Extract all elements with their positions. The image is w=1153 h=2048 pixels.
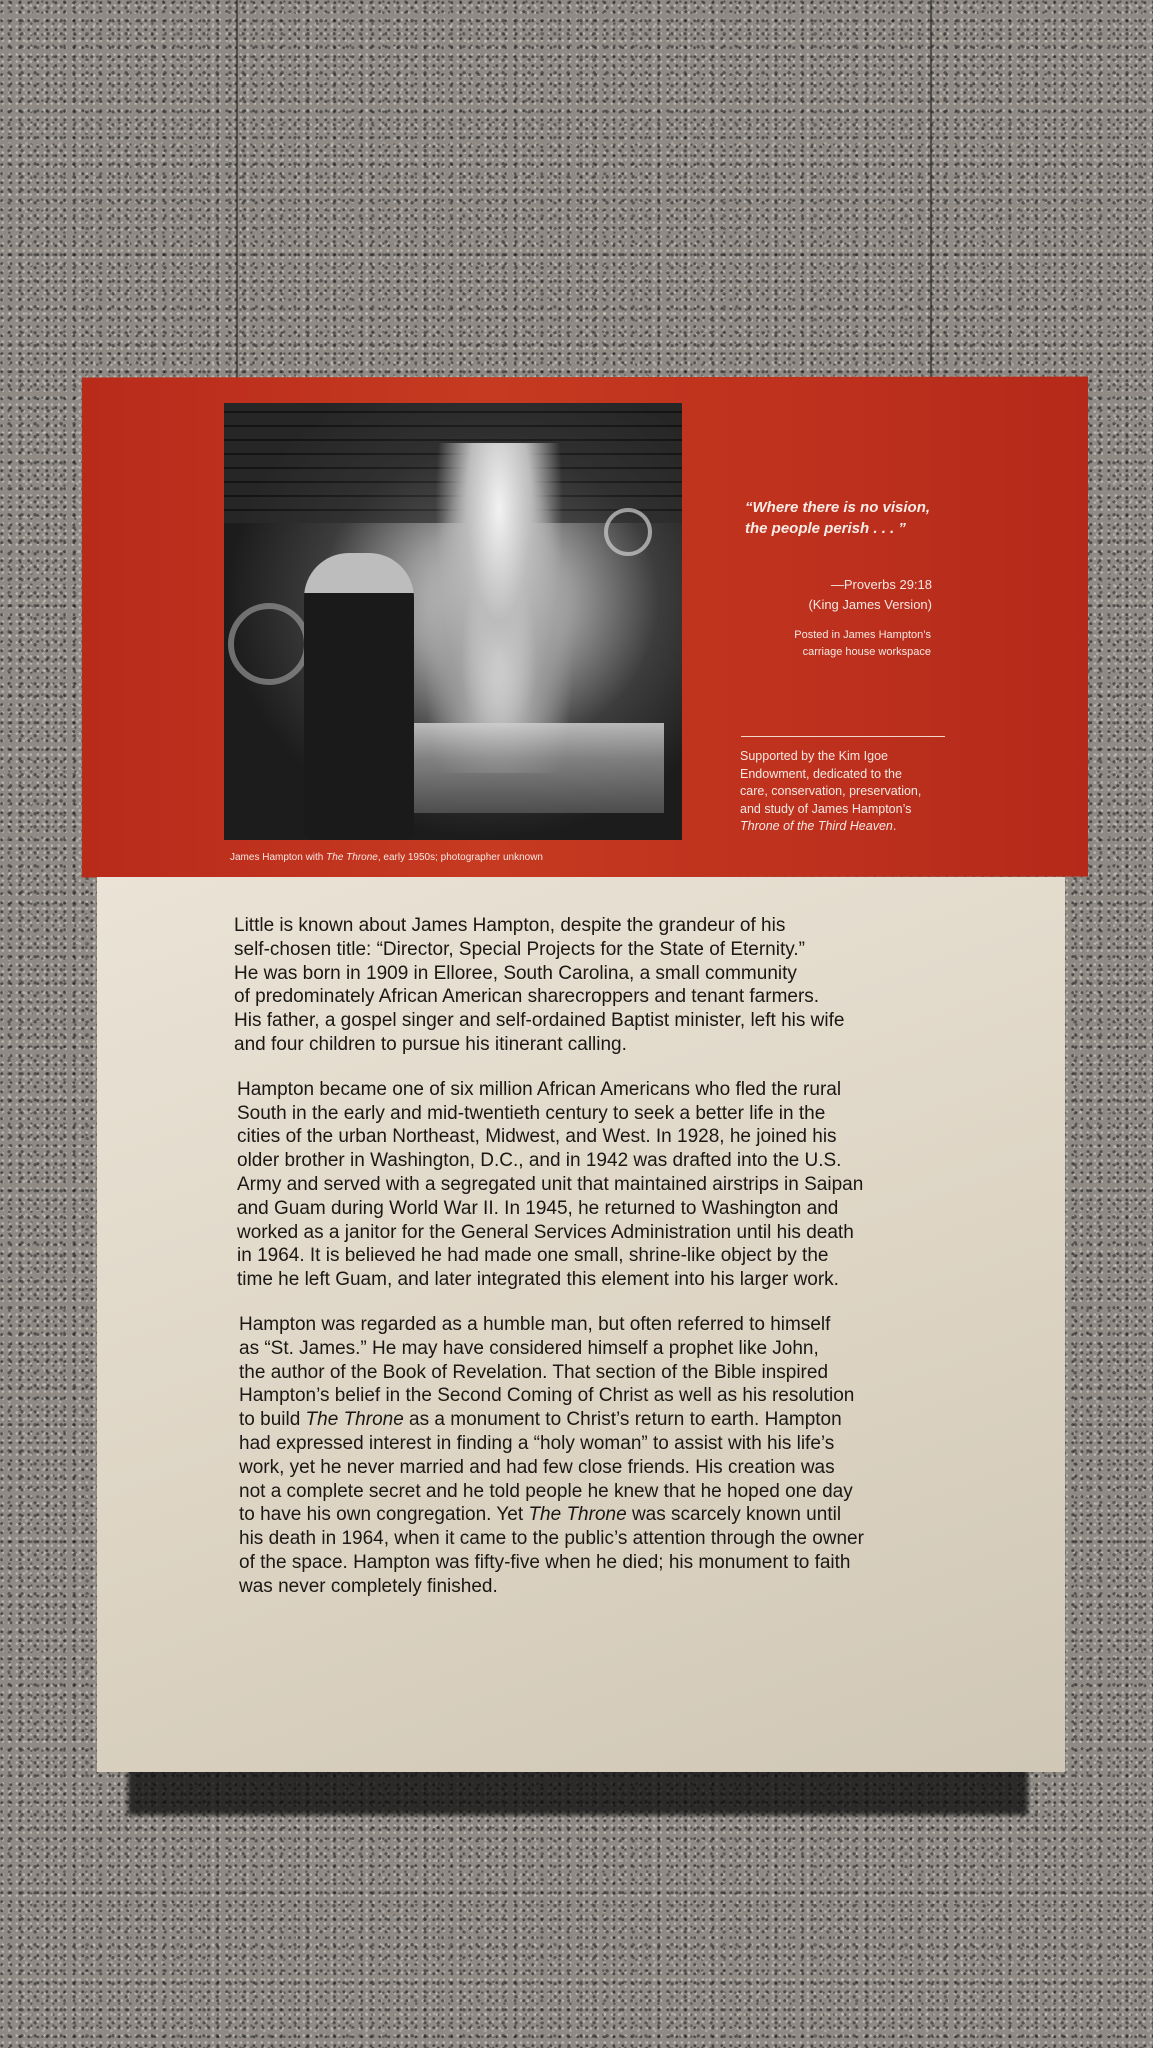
attribution-line: (King James Version) — [808, 596, 932, 612]
caption-text: James Hampton with — [230, 852, 327, 863]
supported-line: Supported by the Kim Igoe — [740, 749, 889, 763]
text-fragment: to have his own congregation. Yet — [239, 1504, 529, 1526]
text-line: cities of the urban Northeast, Midwest, and West. In 1928, he joined his — [237, 1126, 837, 1148]
quote-attribution — [720, 575, 932, 614]
text-line: older brother in Washington, D.C., and in 1942 was drafted into the U.S. — [237, 1150, 842, 1172]
quote — [745, 497, 1045, 539]
text-line: Hampton became one of six million African Americans who fled the rural — [237, 1078, 842, 1100]
text-line: Hampton’s belief in the Second Coming of Christ as well as his resolution — [239, 1385, 855, 1407]
text-line: and four children to pursue his itinerant calling. — [234, 1033, 627, 1055]
text-line: time he left Guam, and later integrated this element into his larger work. — [237, 1269, 839, 1291]
supported-title: Throne of the Third Heaven — [740, 819, 893, 833]
posted-line: Posted in James Hampton’s — [794, 629, 931, 641]
divider — [741, 736, 945, 737]
text-fragment: to build — [239, 1409, 306, 1431]
text-fragment: as a monument to Christ’s return to earth. Hampton — [403, 1409, 842, 1431]
supported-line — [740, 818, 955, 836]
text-line: in 1964. It is believed he had made one small, shrine-like object by the — [237, 1245, 829, 1267]
ornament-right — [604, 508, 652, 556]
paragraph-3 — [234, 1313, 934, 1599]
photo-caption — [230, 852, 543, 863]
text-line: not a complete secret and he told people he knew that he hoped one day — [239, 1480, 853, 1502]
text-line: His father, a gospel singer and self-ordained Baptist minister, left his wife — [234, 1010, 845, 1032]
caption-title: The Throne — [326, 852, 378, 863]
supported-by — [740, 748, 955, 836]
text-line — [239, 1408, 934, 1432]
text-line: work, yet he never married and had few close friends. His creation was — [239, 1456, 835, 1478]
text-line: He was born in 1909 in Elloree, South Carolina, a small community — [234, 962, 797, 984]
man-figure — [304, 553, 414, 840]
text-line: of predominately African American sharecroppers and tenant farmers. — [234, 986, 820, 1008]
attribution-line: —Proverbs 29:18 — [830, 577, 932, 592]
text-line: self-chosen title: “Director, Special Projects for the State of Eternity.” — [234, 938, 805, 960]
historic-photo — [224, 403, 682, 840]
text-line: and Guam during World War II. In 1945, he returned to Washington and — [237, 1197, 839, 1219]
body-text — [234, 914, 934, 1620]
text-line: the author of the Book of Revelation. That section of the Bible inspired — [239, 1361, 829, 1383]
posted-line: carriage house workspace — [802, 645, 931, 658]
ornament-left — [228, 603, 310, 685]
paragraph-1 — [234, 914, 934, 1057]
work-title: The Throne — [305, 1409, 404, 1431]
supported-line: and study of James Hampton’s — [740, 801, 912, 816]
supported-line: care, conservation, preservation, — [740, 784, 922, 798]
text-line: his death in 1964, when it came to the public’s attention through the owner — [239, 1528, 864, 1550]
text-line: as “St. James.” He may have considered himself a prophet like John, — [239, 1337, 819, 1359]
work-title: The Throne — [528, 1504, 627, 1526]
supported-line: Endowment, dedicated to the — [740, 766, 902, 781]
text-line: Army and served with a segregated unit that maintained airstrips in Saipan — [237, 1173, 864, 1195]
wall-seam-left — [236, 0, 238, 378]
text-line: Little is known about James Hampton, despite the grandeur of his — [234, 915, 786, 936]
text-line: was never completely finished. — [239, 1575, 498, 1597]
posted-note — [720, 627, 931, 660]
text-line: worked as a janitor for the General Services Administration until his death — [237, 1221, 854, 1243]
text-line — [239, 1503, 934, 1527]
quote-line: “Where there is no vision, — [745, 499, 931, 516]
paragraph-2 — [234, 1078, 934, 1292]
supported-period: . — [892, 819, 897, 833]
text-line: of the space. Hampton was fifty-five when he died; his monument to faith — [239, 1551, 851, 1573]
quote-line: the people perish . . . ” — [745, 520, 906, 537]
caption-credit: , early 1950s; photographer unknown — [377, 852, 543, 863]
text-line: Hampton was regarded as a humble man, but often referred to himself — [239, 1313, 831, 1335]
text-fragment: was scarcely known until — [626, 1504, 842, 1526]
text-line: South in the early and mid-twentieth century to seek a better life in the — [237, 1102, 826, 1124]
text-line: had expressed interest in finding a “holy woman” to assist with his life’s — [239, 1432, 835, 1454]
wall-seam-right — [930, 0, 932, 378]
